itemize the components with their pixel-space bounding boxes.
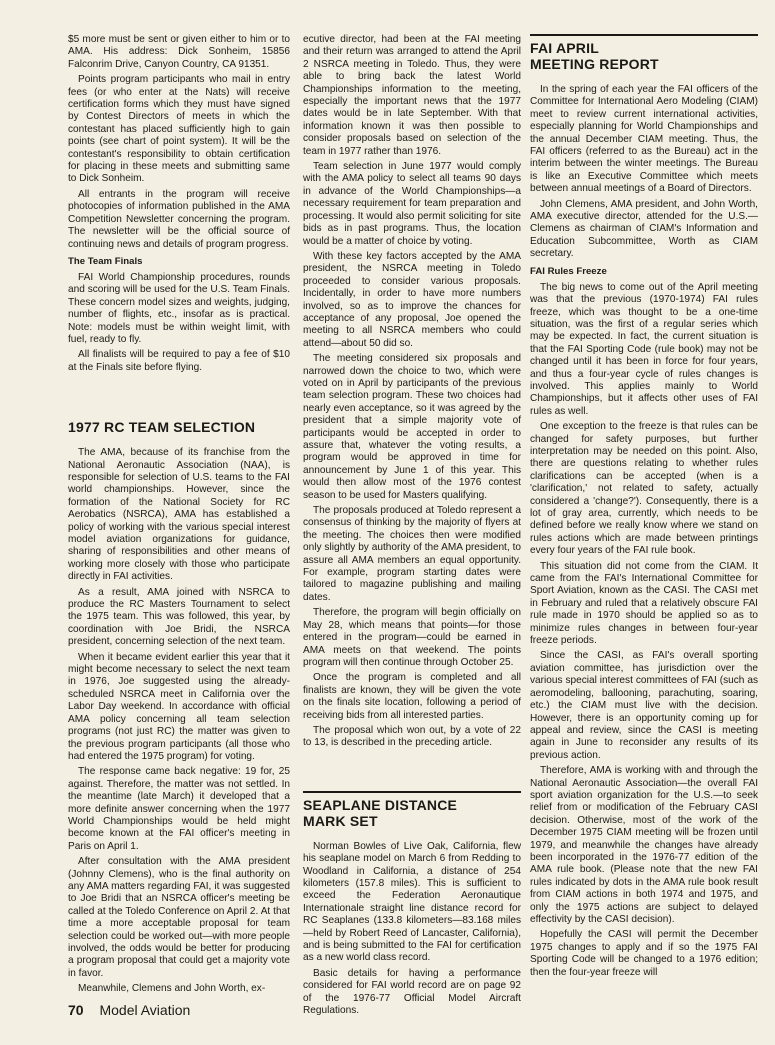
heading-line: MEETING REPORT: [530, 56, 659, 72]
subheading-rules-freeze: FAI Rules Freeze: [530, 265, 607, 277]
paragraph: The AMA, because of its franchise from the National Aeronautic Association (NAA), is responsible for selection of U.S. teams to the FAI world championships. However, since the formation of the National Society for RC Aerobatics (NSRCA), AMA has established a policy of working with the various special interest model aviation organizations for guidance, sharing of responsibilities and other means of working more closely with those who participate directly in FAI activities.: [68, 447, 290, 583]
paragraph: This situation did not come from the CIAM. It came from the FAI's International Committee for Sport Aviation, known as the CASI. The CASI met in February and ruled that a relatively obscure FAI rule made in 1970 should be applied so as to minimize rules changes in between four-year freeze periods.: [530, 560, 758, 647]
heading-line: MARK SET: [303, 812, 378, 829]
paragraph: Since the CASI, as FAI's overall sporting aviation committee, has jurisdiction over the various special interest committees of FAI (such as aeromodeling, ballooning, parachuting, soaring, etc.) the CIAM must live with the decision. However, there is an opportunity coming up for appeal and review, since the CASI is meeting again in June to reconsider any results of its previous action.: [530, 650, 758, 761]
subheading-team-finals: The Team Finals: [68, 255, 143, 267]
paragraph: Points program participants who mail in entry fees (or who enter at the Nats) will receive certification forms which they must have signed by Contest Directors of meets in which the contestant has placed sufficiently high to gain points (see chart of point system). It will be the contestant's responsibility to obtain certification for placing in these meets and submitting same to Dick Sonheim.: [68, 74, 290, 185]
paragraph: The response came back negative: 19 for, 25 against. Therefore, the matter was not settled. In the meantime (late March) it developed that a more definite answer concerning when the 1977 World Championships would be held might become known at the FAI officer's meeting in Paris on April 1.: [68, 766, 290, 852]
article-heading-seaplane: [303, 791, 521, 829]
paragraph: Meanwhile, Clemens and John Worth, ex-: [78, 983, 266, 995]
paragraph: The big news to come out of the April meeting was that the previous (1970-1974) FAI rules freeze, which was thought to be a one-time situation, was the first of a regular series which may be expected. In fact, the current situation is that the FAI Sporting Code (rule book) may not be changed until it has been in force for four years, and thus a four-year cycle of rules changes is involved. This applies mainly to World Championships, but it affects other uses of FAI rules as well.: [530, 281, 758, 417]
paragraph: Team selection in June 1977 would comply with the AMA policy to select all teams 90 days in advance of the World Championships—a necessary requirement for team preparation and processing. It would also permit soliciting for site bids as in past programs. Thus, the location would be a matter of choice by voting.: [303, 161, 521, 247]
paragraph: With these key factors accepted by the AMA president, the NSRCA meeting in Toledo proceeded to consider various proposals. Incidentally, in order to have more numbers involved, so as to improve the chances for acceptance of any proposal, Joe opened the meeting to all NSRCA members who could attend—about 50 did so.: [303, 250, 521, 349]
paragraph: One exception to the freeze is that rules can be changed for safety purposes, but further interpretation may be needed on this point. Also, there are questions relating to whether rules clarifications can be accepted (when is a 'clarification,' not related to safety, actually considered a 'change?'). Consequently, there is a lot of gray area, currently, which needs to be defined before we really know where we stand on rules actions which are made between printings every four years of the FAI rule book.: [530, 421, 758, 557]
paragraph: Norman Bowles of Live Oak, California, flew his seaplane model on March 6 from Redding to Woodland in California, a distance of 254 kilometers (157.8 miles). This is sufficient to exceed the Federation Aeronautique Internationale straight line distance record for RC Seaplanes (133.8 kilometers—83.168 miles—held by Robert Reed of Lancaster, California), and is being submitted to the FAI for certification as a new world class record.: [303, 840, 521, 964]
page-footer: [68, 1002, 202, 1018]
paragraph: FAI World Championship procedures, rounds and scoring will be used for the U.S. Team Finals. These concern model sizes and weights, judging, number of flights, etc., insofar as is practical. Note: models must be within weight limit, with fuel, ready to fly.: [68, 271, 290, 345]
paragraph: The meeting considered six proposals and narrowed down the choice to two, which were voted on in April by participants of the previous team selection program. These two choices had nearly even acceptance, so it was agreed by the president that a simple majority vote of participants would be accepted in order to assure that, whatever the voting results, a program would be approved in time for announcement by June 1 of this year. This would then allow most of the 1976 contest season to be used for Masters qualifying.: [303, 353, 521, 501]
paragraph: After consultation with the AMA president (Johnny Clemens), who is the final authority on any AMA matters regarding FAI, it was suggested to Joe Bridi that an NSRCA officer's meeting be called at the Toledo Conference on April 2. At that time a more acceptable proposal for team selection could be worked out—with more people involved, the odds would be better for producing a program proposal that could get a majority vote in favor.: [68, 856, 290, 979]
paragraph: In the spring of each year the FAI officers of the Committee for International Aero Modeling (CIAM) meet to review current international activities, especially planning for World Championships and the annual December CIAM meeting. Thus, the FAI officers (referred to as the Bureau) act in the interim between the winter meetings. The Bureau is like an Executive Committee which meets between annual meetings of a Board of Directors.: [530, 84, 758, 195]
paragraph: Therefore, the program will begin officially on May 28, which means that points—for those entered in the program—could be earned in AMA meets on that weekend. The points program will then continue through October 25.: [303, 607, 521, 668]
column-2: [303, 34, 521, 1020]
paragraph: The proposals produced at Toledo represent a consensus of thinking by the majority of flyers at the meeting. The choices then were modified only slightly by authority of the AMA president, to assure all AMA members an equal opportunity. For example, program starting dates were tailored to magazine publishing and mailing dates.: [303, 505, 521, 603]
page-number: 70: [68, 1002, 84, 1018]
paragraph: $5 more must be sent or given either to him or to AMA. His address: Dick Sonheim, 15856 Falconrim Drive, Canyon Country, CA 91351.: [68, 34, 290, 70]
heading-line: SEAPLANE DISTANCE: [303, 796, 458, 813]
paragraph: ecutive director, had been at the FAI meeting and their return was arranged to attend the April 2 NSRCA meeting in Toledo. Thus, they were able to bring back the latest World Championships information to the meeting, especially the important news that the 1977 dates would be in late September. With that information known it was then possible to consider proposals based on selection of the team in 1977 rather than 1976.: [303, 34, 521, 157]
paragraph: All entrants in the program will receive photocopies of information published in the AMA Competition Newsletter concerning the program. The newsletter will be the official source of continuing news and details of program progress.: [68, 188, 290, 250]
paragraph: Therefore, AMA is working with and through the National Aeronautic Association—the overall FAI sport aviation organization for the U.S.—to seek relief from or modification of the February CASI decision. Otherwise, most of the work of the December 1975 CIAM meeting will be frozen until 1979, and meanwhile the changes have already been incorporated in the 1976-77 edition of the AMA rule book. (Please note that the new FAI rules indicated by dots in the AMA rule book result from CIAM actions in both 1974 and 1975, and only the 1975 actions are subject to delayed effectivity by the CASI decision).: [530, 765, 758, 925]
paragraph: All finalists will be required to pay a fee of $10 at the Finals site before flying.: [68, 349, 290, 373]
paragraph: Basic details for having a performance considered for FAI world record are on page 92 of the 1976-77 Official Model Aircraft Regulations.: [303, 967, 521, 1017]
paragraph: As a result, AMA joined with NSRCA to produce the RC Masters Tournament to select the 1975 team. This was followed, this year, by coordination with Joe Bridi, the NSRCA president, concerning selection of the next team.: [68, 586, 290, 648]
publication-name: Model Aviation: [99, 1002, 191, 1018]
paragraph: When it became evident earlier this year that it might become necessary to select the next team in 1976, Joe suggested using the already-scheduled NSRCA meet in California over the Labor Day weekend. In accordance with official AMA policy concerning all team selection programs (not just RC) the matter was given to the previous program participants (all those who had entered the 1975 program) for voting.: [68, 651, 290, 762]
paragraph: The proposal which won out, by a vote of 22 to 13, is described in the preceding article.: [303, 724, 521, 749]
paragraph: Hopefully the CASI will permit the December 1975 changes to apply and if so the 1975 FAI Sporting Code will be changed to a 1976 edition; then the four-year freeze will: [530, 929, 758, 978]
article-heading-fai-report: [530, 34, 758, 72]
article-heading-team-selection: 1977 RC TEAM SELECTION: [68, 419, 256, 436]
heading-line: FAI APRIL: [530, 40, 599, 56]
column-3: [530, 34, 758, 982]
column-1: [68, 34, 290, 999]
paragraph: Once the program is completed and all finalists are known, they will be given the vote on the finals site location, following a period of receiving bids from all interested parties.: [303, 672, 521, 721]
paragraph: John Clemens, AMA president, and John Worth, AMA executive director, attended for the U.S.—Clemens as chairman of CIAM's Information and Education Subcommittee, Worth as CIAM secretary.: [530, 198, 758, 260]
